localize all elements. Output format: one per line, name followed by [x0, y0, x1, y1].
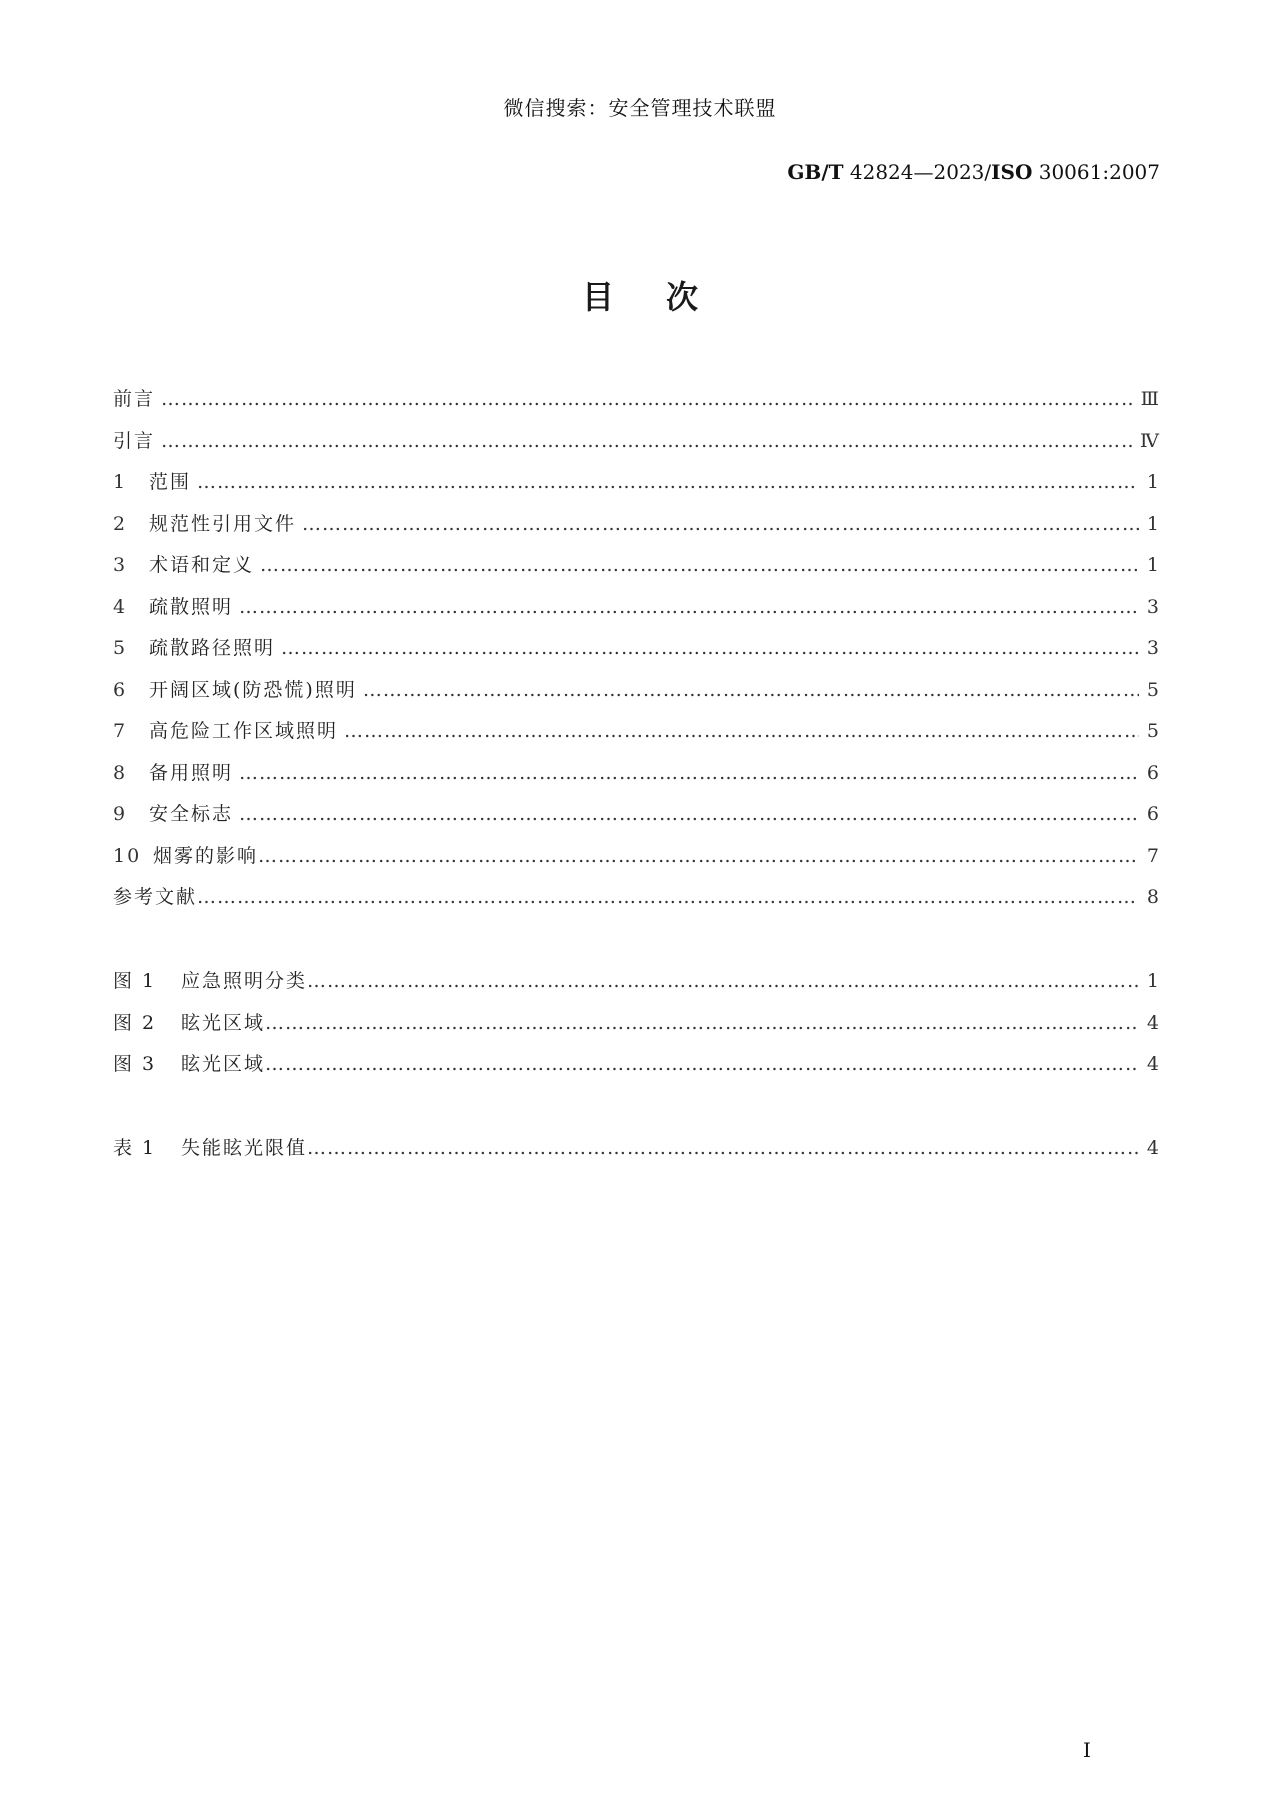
toc-entry-page: 1	[1146, 554, 1159, 576]
toc-entry-label: 范围	[149, 471, 192, 493]
toc-entry-page: 3	[1146, 637, 1159, 659]
figure-title: 眩光区域	[181, 1053, 266, 1075]
dot-leader	[265, 1012, 1139, 1034]
toc-entry-page: Ⅳ	[1140, 429, 1159, 452]
toc-entry-2[interactable]	[113, 509, 1159, 551]
toc-entry-number: 1	[113, 471, 128, 493]
dot-leader	[363, 679, 1139, 701]
dot-leader	[302, 513, 1139, 535]
figure-page: 1	[1146, 970, 1159, 992]
toc-entry-label: 安全标志	[149, 803, 234, 825]
toc-entry-8[interactable]	[113, 758, 1159, 800]
dot-leader	[344, 720, 1139, 742]
table-list	[113, 1133, 1159, 1175]
dot-leader	[161, 430, 1134, 452]
toc-entry-number: 10	[113, 844, 142, 867]
figure-label: 图 2	[113, 1011, 157, 1034]
toc-entry-page: 3	[1146, 595, 1159, 618]
toc-entry-number: 3	[113, 554, 128, 576]
toc-entry-page: 5	[1146, 720, 1159, 742]
toc-entry-page: 8	[1146, 886, 1159, 908]
dot-leader	[307, 970, 1139, 992]
figure-title: 眩光区域	[181, 1011, 266, 1034]
toc-entry-label: 参考文献	[113, 886, 198, 908]
toc-entry-label: 引言	[113, 429, 156, 452]
dot-leader	[239, 596, 1139, 618]
table-label: 表 1	[113, 1137, 157, 1159]
figure-list	[113, 966, 1159, 1091]
toc-entry-label: 疏散路径照明	[149, 637, 276, 659]
dot-leader	[281, 637, 1139, 659]
toc-entry-number: 5	[113, 637, 128, 659]
toc-entry-label: 术语和定义	[149, 554, 255, 576]
toc-entry-number: 7	[113, 720, 128, 742]
figure-entry-2[interactable]	[113, 1008, 1159, 1050]
dot-leader	[307, 1137, 1139, 1159]
figure-entry-3[interactable]	[113, 1049, 1159, 1091]
figure-label: 图 1	[113, 970, 157, 992]
toc-entry-7[interactable]	[113, 716, 1159, 758]
std-iso-prefix: ISO	[991, 160, 1033, 184]
toc-entry-page: 6	[1146, 761, 1159, 784]
toc-entry-6[interactable]	[113, 675, 1159, 717]
toc-entry-5[interactable]	[113, 633, 1159, 675]
dot-leader	[239, 803, 1139, 825]
dot-leader	[197, 471, 1139, 493]
toc-list	[113, 384, 1159, 924]
dot-leader	[197, 886, 1139, 908]
toc-entry-page: 7	[1146, 844, 1159, 867]
std-number: 42824—2023/	[843, 160, 992, 184]
figure-title: 应急照明分类	[181, 970, 308, 992]
toc-entry-number: 4	[113, 595, 128, 618]
std-iso-number: 30061:2007	[1032, 160, 1160, 184]
toc-entry-number: 8	[113, 761, 128, 784]
figure-page: 4	[1146, 1053, 1159, 1075]
toc-entry-label: 烟雾的影响	[153, 844, 259, 867]
watermark-text: 微信搜索：安全管理技术联盟	[503, 96, 777, 120]
toc-entry-number: 2	[113, 512, 128, 535]
toc-entry-bibliography[interactable]	[113, 882, 1159, 924]
dot-leader	[239, 762, 1139, 784]
std-prefix: GB/T	[787, 160, 844, 184]
dot-leader	[258, 845, 1139, 867]
toc-entry-number: 9	[113, 803, 128, 825]
figure-page: 4	[1146, 1011, 1159, 1034]
toc-entry-page: 1	[1146, 471, 1159, 493]
toc-entry-label: 疏散照明	[149, 595, 234, 618]
toc-entry-number: 6	[113, 678, 128, 701]
toc-entry-10[interactable]	[113, 841, 1159, 883]
figure-label: 图 3	[113, 1053, 157, 1075]
figure-entry-1[interactable]	[113, 966, 1159, 1008]
page-title: 目次	[581, 278, 750, 316]
page-number: I	[1083, 1738, 1091, 1762]
toc-entry-label: 规范性引用文件	[149, 512, 297, 535]
toc-entry-1[interactable]	[113, 467, 1159, 509]
toc-entry-label: 前言	[113, 388, 156, 410]
toc-entry-3[interactable]	[113, 550, 1159, 592]
standard-code	[787, 160, 1160, 184]
toc-entry-page: 6	[1146, 803, 1159, 825]
dot-leader	[161, 388, 1135, 410]
toc-entry-page: 5	[1146, 678, 1159, 701]
table-entry-1[interactable]	[113, 1133, 1159, 1175]
dot-leader	[265, 1053, 1139, 1075]
toc-entry-label: 高危险工作区域照明	[149, 720, 339, 742]
toc-entry-foreword[interactable]	[113, 384, 1159, 426]
table-title: 失能眩光限值	[181, 1137, 308, 1159]
dot-leader	[260, 554, 1139, 576]
toc-entry-label: 开阔区域(防恐慌)照明	[149, 678, 357, 701]
toc-entry-introduction[interactable]	[113, 426, 1159, 468]
toc-entry-4[interactable]	[113, 592, 1159, 634]
toc-entry-label: 备用照明	[149, 761, 234, 784]
toc-entry-page: Ⅲ	[1140, 388, 1159, 410]
toc-entry-page: 1	[1146, 512, 1159, 535]
table-page: 4	[1146, 1137, 1159, 1159]
toc-entry-9[interactable]	[113, 799, 1159, 841]
